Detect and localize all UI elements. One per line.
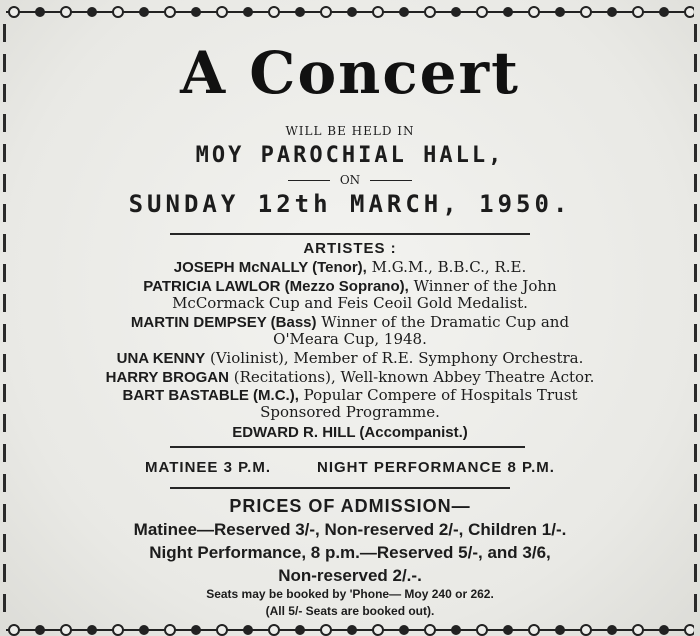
ornament-bead [452,626,460,634]
artiste-credits-continued: McCormack Cup and Feis Ceoil Gold Medalist. [172,294,528,312]
artiste-patricia-lawlor [0,278,700,295]
concert-title: A Concert [180,39,520,107]
ornament-bead [61,7,71,17]
on-dash-left [288,180,330,181]
ornament-bead [88,8,96,16]
ornament-bead [296,8,304,16]
ornament-bead [660,626,668,634]
ornament-bead [633,625,643,635]
ornament-bead [581,7,591,17]
artiste-name: JOSEPH McNALLY (Tenor), [173,259,367,276]
ornament-bead [165,625,175,635]
ornament-bead [581,625,591,635]
will-be-held-text: WILL BE HELD IN [285,124,415,138]
booked-out-note: (All 5/- Seats are booked out). [265,604,435,618]
ornament-chain-top [6,2,694,22]
ornament-bead [61,625,71,635]
ornament-bead [477,7,487,17]
artiste-una-kenny [0,350,700,367]
prices-heading: PRICES OF ADMISSION— [229,496,471,516]
ornament-bead [685,625,694,635]
venue-name: MOY PAROCHIAL HALL, [195,143,505,168]
ornament-bead [556,8,564,16]
ornament-bead [192,626,200,634]
artiste-martin-dempsey [0,314,700,331]
artiste-name: UNA KENNY [116,350,206,367]
ornament-bead [36,626,44,634]
divider-rule-1 [170,233,530,235]
ornament-bead [140,626,148,634]
ornament-chain-bottom [6,622,694,636]
artiste-credits: Popular Compere of Hospitals Trust [298,386,578,404]
ornament-bead [296,626,304,634]
ornament-bead [452,8,460,16]
ornament-bead [685,7,694,17]
artiste-credits: M.G.M., B.B.C., R.E. [366,258,527,276]
ornament-bead [660,8,668,16]
ornament-bead [608,8,616,16]
ornament-bead [425,7,435,17]
booking-info: Seats may be booked by 'Phone— Moy 240 or 262. [206,587,494,601]
price-non-reserved: Non-reserved 2/.-. [278,566,422,585]
artistes-heading: ARTISTES : [303,240,397,257]
divider-rule-3 [170,487,510,489]
ornament-bead [217,625,227,635]
artiste-credits-continued: Sponsored Programme. [260,403,440,421]
price-night: Night Performance, 8 p.m.—Reserved 5/-, and 3/6, [149,543,551,562]
artiste-edward-hill: EDWARD R. HILL (Accompanist.) [232,424,468,441]
ornament-bead [373,625,383,635]
ornament-bead [608,626,616,634]
ornament-bead [244,626,252,634]
artiste-credits: (Recitations), Well-known Abbey Theatre Actor. [228,368,595,386]
on-label: ON [339,173,361,187]
ornament-bead [504,626,512,634]
artiste-credits: (Violinist), Member of R.E. Symphony Orchestra. [205,349,584,367]
ornament-bead [348,8,356,16]
ornament-bead [633,7,643,17]
ornament-bead [140,8,148,16]
artiste-credits-continued: O'Meara Cup, 1948. [273,330,427,348]
ornament-bead [165,7,175,17]
artiste-name: HARRY BROGAN [105,369,229,386]
ornament-bead [113,7,123,17]
ornament-bead [425,625,435,635]
performance-times [0,459,700,476]
artiste-name: PATRICIA LAWLOR (Mezzo Soprano), [143,278,409,295]
on-dash-right [370,180,412,181]
ornament-bead [113,625,123,635]
matinee-time: MATINEE 3 P.M. [145,459,272,476]
ornament-bead [348,626,356,634]
night-performance-time: NIGHT PERFORMANCE 8 P.M. [317,459,555,476]
ornament-bead [529,7,539,17]
artiste-credits: Winner of the Dramatic Cup and [316,313,570,331]
ornamental-border-bottom [6,622,694,636]
artiste-name: BART BASTABLE (M.C.), [122,387,299,404]
ornament-bead [529,625,539,635]
divider-rule-2 [170,446,525,448]
concert-date: SUNDAY 12th MARCH, 1950. [128,190,572,218]
ornament-bead [88,626,96,634]
ornament-bead [556,626,564,634]
artiste-credits: Winner of the John [408,277,557,295]
ornament-bead [9,625,19,635]
ornament-bead [192,8,200,16]
artiste-harry-brogan [0,369,700,386]
ornament-bead [36,8,44,16]
on-text [0,173,700,187]
ornament-bead [9,7,19,17]
ornament-bead [244,8,252,16]
ornamental-border-top [6,2,694,22]
ornament-bead [321,625,331,635]
ornament-bead [400,8,408,16]
ornament-bead [321,7,331,17]
ornament-bead [269,625,279,635]
ornament-bead [269,7,279,17]
artiste-bart-bastable [0,387,700,404]
artiste-name: MARTIN DEMPSEY (Bass) [130,314,317,331]
ornament-bead [400,626,408,634]
artiste-joseph-mcnally [0,259,700,276]
ornament-bead [504,8,512,16]
ornament-bead [217,7,227,17]
ornament-bead [477,625,487,635]
ornament-bead [373,7,383,17]
price-matinee: Matinee—Reserved 3/-, Non-reserved 2/-, Children 1/-. [133,520,567,539]
